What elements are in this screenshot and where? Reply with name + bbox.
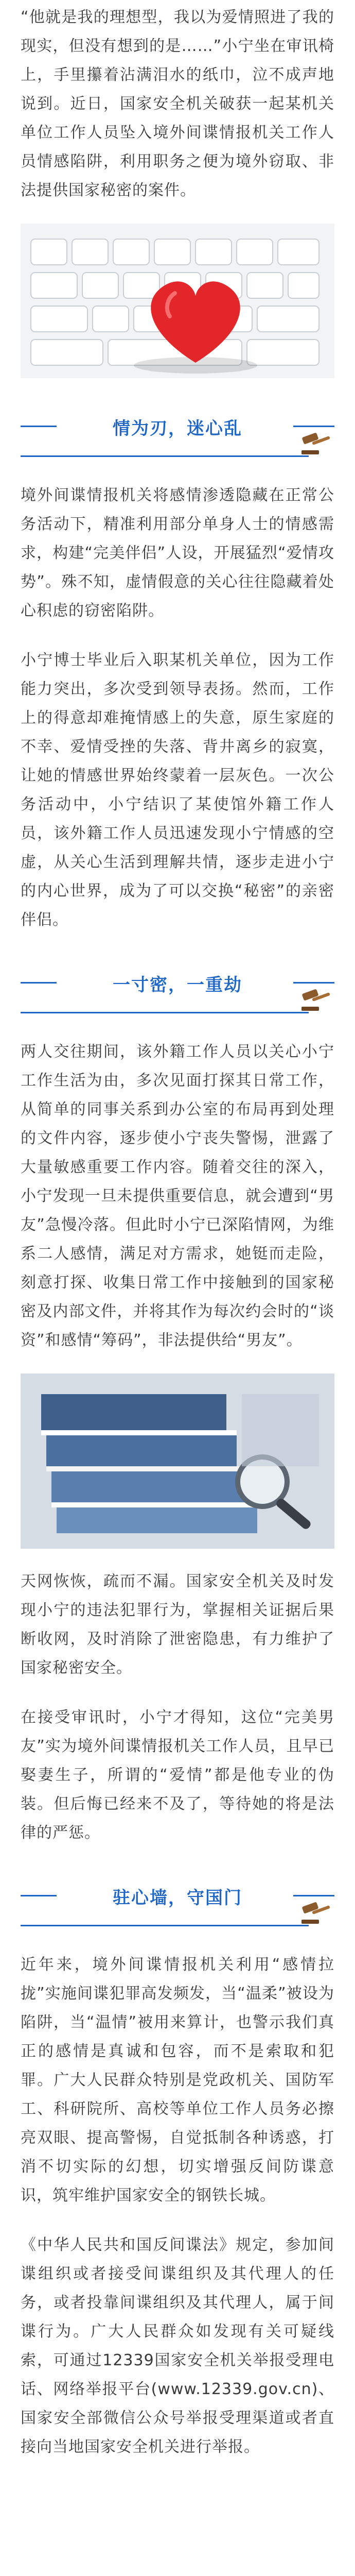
section-paragraph: 《中华人民共和国反间谍法》规定，参加间谍组织或者接受间谍组织及其代理人的任务，或者投靠间谍组织及其代理人，属于间谍行为。广大人民群众如发现有关可疑线索，可通过12339国家安全机关举报受理电话、网络举报平台(www.12339.gov.cn)、国家安全部微信公众号举报受理渠道或者直接向当地国家安全机关进行举报。 [21,2236,334,2456]
intro-paragraph: “他就是我的理想型，我以为爱情照进了我的现实，但没有想到的是……”小宁坐在审讯椅上，手里攥着沾满泪水的纸巾，泣不成声地说到。近日，国家安全机关破获一起某机关单位工作人员坠入境外间谍情报机关工作人员情感陷阱，利用职务之便为境外窃取、非法提供国家秘密的案件。 [21,8,334,199]
section-title: 一寸密，一重劫 [113,975,242,995]
section-paragraph: 两人交往期间，该外籍工作人员以关心小宁工作生活为由，多次见面打探其日常工作，从简单的同事关系到办公室的布局再到处理的文件内容，逐步使小宁丧失警惕，泄露了大量敏感重要工作内容。随着交往的深入，小宁发现一旦未提供重要信息，就会遭到“男友”急慢冷落。但此时小宁已深陷情网，为维系二人感情，满足对方需求，她铤而走险，刻意打探、收集日常工作中接触到的国家秘密及内部文件，并将其作为每次约会时的“谈资”和感情“筹码”，非法提供给“男友”。 [21,1043,334,1349]
story-paragraph: 在接受审讯时，小宁才得知，这位“完美男友”实为境外间谍情报机关工作人员，且早已娶妻生子，所谓的“爱情”都是他专业的伪装。但后悔已经来不及了，等待她的将是法律的严惩。 [21,1708,334,1842]
gavel-icon [298,1902,334,1925]
files-magnifier-illustration [21,1374,334,1549]
header-underline [21,455,309,457]
header-underline [21,1012,309,1013]
section-title: 驻心墙，守国门 [113,1888,242,1908]
section-paragraph: 小宁博士毕业后入职某机关单位，因为工作能力突出，多次受到领导表扬。然而，工作上的得意却难掩情感上的失意，原生家庭的不幸、爱情受挫的失落、背井离乡的寂寞，让她的情感世界始终蒙着一层灰色。一次公务活动中，小宁结识了某使馆外籍工作人员，该外籍工作人员迅速发现小宁情感的空虚，从关心生活到理解共情，逐步走进小宁的内心世界，成为了可以交换“秘密”的亲密伴侣。 [21,651,334,929]
gavel-icon [298,989,334,1012]
gavel-icon [298,433,334,455]
section-header-3 [0,1868,355,1935]
section-title: 情为刃，迷心乱 [113,418,242,439]
section-header-2 [0,955,355,1022]
section-header-1 [0,399,355,466]
header-underline [21,1925,309,1926]
story-paragraph: 天网恢恢，疏而不漏。国家安全机关及时发现小宁的违法犯罪行为，掌握相关证据后果断收网，及时消除了泄密隐患，有力维护了国家秘密安全。 [21,1572,334,1677]
section-paragraph: 近年来，境外间谍情报机关利用“感情拉拢”实施间谍犯罪高发频发，当“温柔”被设为陷阱，当“温情”被用来算计，也警示我们真正的感情是真诚和包容，而不是索取和犯罪。广大人民群众特别是党政机关、国防军工、科研院所、高校等单位工作人员务必擦亮双眼、提高警惕，自觉抵制各种诱惑，打消不切实际的幻想，切实增强反间防谍意识，筑牢维护国家安全的钢铁长城。 [21,1956,334,2205]
heart-keyboard-illustration [21,224,334,378]
section-paragraph: 境外间谍情报机关将感情渗透隐藏在正常公务活动下，精准利用部分单身人士的情感需求，构建“完美伴侣”人设，开展猛烈“爱情攻势”。殊不知，虚情假意的关心往往隐藏着处心积虑的窃密陷阱。 [21,486,334,620]
